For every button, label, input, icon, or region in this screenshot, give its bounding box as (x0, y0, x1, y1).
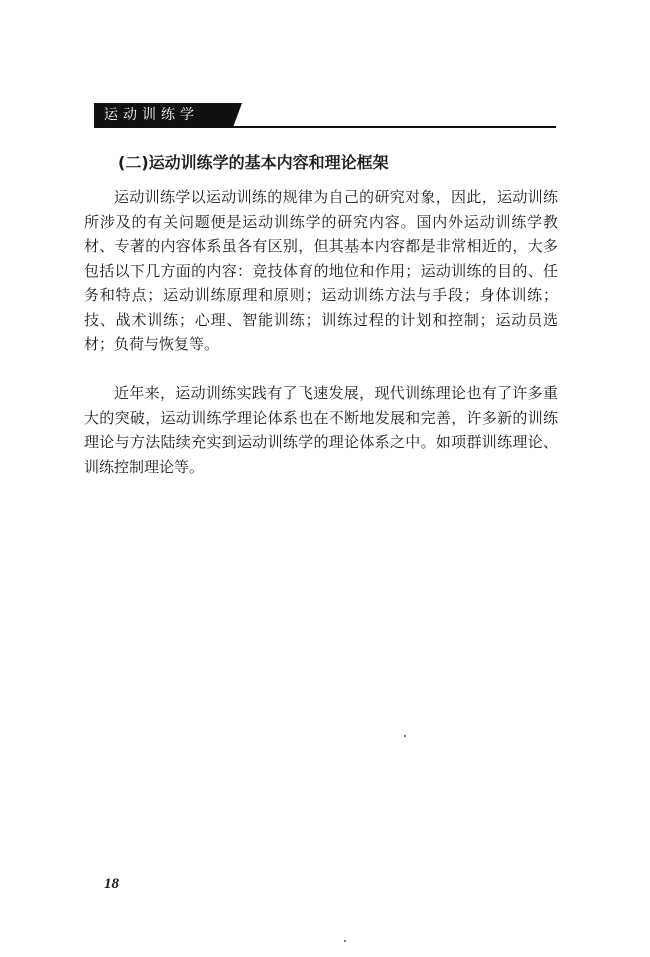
body-paragraph-2: 近年来，运动训练实践有了飞速发展，现代训练理论也有了许多重大的突破，运动训练学理论体系也在不断地发展和完善，许多新的训练理论与方法陆续充实到运动训练学的理论体系之中。如项群训练理论、训练控制理论等。 (84, 384, 558, 476)
running-header-title: 运动训练学 (104, 107, 199, 123)
section-heading: (二)运动训练学的基本内容和理论框架 (118, 153, 389, 172)
body-paragraph-1: 运动训练学以运动训练的规律为自己的研究对象，因此，运动训练所涉及的有关问题便是运动训练学的研究内容。国内外运动训练学教材、专著的内容体系虽各有区别，但其基本内容都是非常相近的，大多包括以下几方面的内容：竞技体育的地位和作用；运动训练的目的、任务和特点；运动训练原理和原则；运动训练方法与手段；身体训练；技、战术训练；心理、智能训练；训练过程的计划和控制；运动员选材；负荷与恢复等。 (84, 188, 558, 353)
page-number: 18 (104, 876, 119, 892)
scan-speck (404, 735, 406, 737)
scan-speck (344, 940, 346, 942)
header-rule (94, 126, 556, 128)
